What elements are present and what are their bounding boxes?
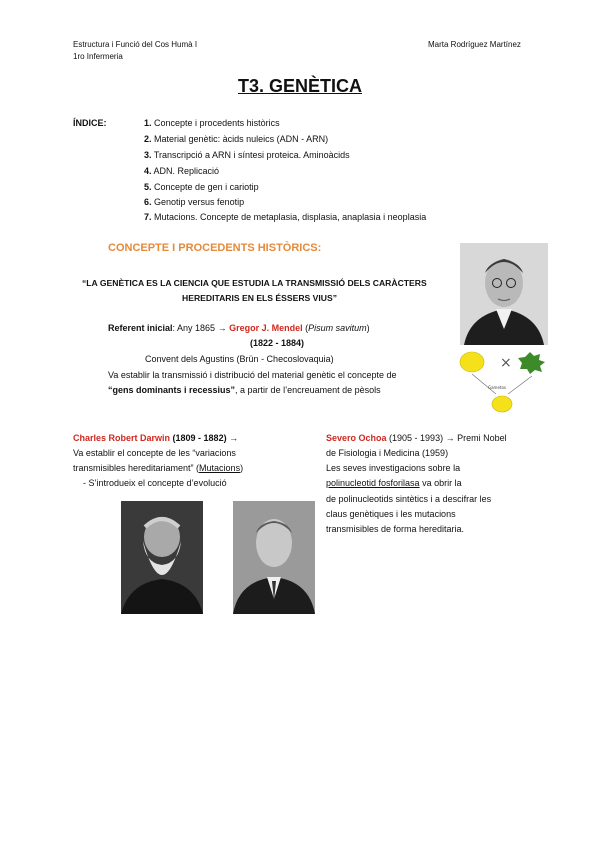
darwin-dates: (1809 - 1882) →: [170, 433, 239, 443]
mendel-name: Gregor J. Mendel: [229, 323, 303, 333]
index-label: ÍNDICE:: [73, 118, 107, 128]
ochoa-line1: de Fisiologia i Medicina (1959): [326, 448, 449, 458]
gametes-label: Gametos: [488, 385, 507, 390]
mendel-place: Convent dels Agustins (Brün - Checoslovaquia): [145, 354, 334, 364]
index-text: Concepte de gen i cariotip: [154, 182, 259, 192]
ochoa-line4: de polinucleotids sintètics i a descifrar les: [326, 494, 492, 504]
darwin-name: Charles Robert Darwin: [73, 433, 171, 443]
mendel-portrait-drawing: [460, 243, 548, 345]
mendel-desc-rest: , a partir de l’encreuament de pèsols: [235, 385, 381, 395]
ochoa-name: Severo Ochoa: [326, 433, 387, 443]
darwin-line2a: transmisibles hereditariament” (: [73, 463, 200, 473]
ochoa-portrait-drawing: [233, 501, 315, 614]
section-heading: CONCEPTE I PROCEDENTS HISTÒRICS:: [108, 242, 322, 254]
darwin-portrait: [121, 501, 203, 614]
definition-quote-line1: “LA GENÈTICA ES LA CIENCIA QUE ESTUDIA LA TRANSMISSIÓ DELS CARÀCTERS: [82, 278, 427, 288]
ochoa-line3b: va obrir la: [419, 478, 462, 488]
index-num: 1.: [144, 118, 152, 128]
index-item: [144, 197, 244, 207]
index-text: Concepte i procedents històrics: [154, 118, 280, 128]
ochoa-line3: [326, 478, 462, 488]
reference-year: : Any 1865 →: [172, 323, 230, 333]
author-name: Marta Rodríguez Martínez: [428, 40, 521, 49]
polinucleotid-term: polinucleotid fosforilasa: [326, 478, 420, 488]
index-item: [144, 150, 350, 160]
darwin-line2c: ): [240, 463, 244, 473]
darwin-line3: - S’introdueix el concepte d’evolució: [83, 478, 227, 488]
darwin-heading: [73, 433, 238, 443]
index-num: 7.: [144, 212, 152, 222]
definition-quote-line2: HEREDITARIS EN ELS ÉSSERS VIUS”: [182, 293, 338, 303]
index-item: [144, 134, 328, 144]
course-name: Estructura i Funció del Cos Humà I: [73, 40, 198, 49]
yellow-pea-icon: [460, 352, 484, 372]
mutacions-term: Mutacions: [199, 463, 241, 473]
index-num: 4.: [144, 166, 152, 176]
index-text: Material genètic: àcids nuleics (ADN - ARN): [154, 134, 329, 144]
index-item: [144, 212, 426, 222]
ochoa-heading: [326, 433, 507, 443]
darwin-line1: Va establir el concepte de les “variacions: [73, 448, 236, 458]
ochoa-portrait: [233, 501, 315, 614]
index-num: 5.: [144, 182, 152, 192]
course-group: 1ro Infermeria: [73, 52, 123, 61]
index-num: 6.: [144, 197, 152, 207]
index-item: [144, 118, 280, 128]
darwin-portrait-drawing: [121, 501, 203, 614]
index-item: [144, 182, 259, 192]
reference-label: Referent inicial: [108, 323, 173, 333]
ochoa-dates: (1905 - 1993) → Premi Nobel: [386, 433, 507, 443]
mendel-dates: (1822 - 1884): [250, 338, 305, 348]
mendel-desc-bold: “gens dominants i recessius”: [108, 385, 236, 395]
mendel-reference: Referent inicial: Any 1865 → Gregor J. Mendel (Pisum savitum): [108, 323, 370, 333]
pisum-species: Pisum savitum: [308, 323, 367, 333]
offspring-pea-icon: [492, 396, 512, 412]
index-text: ADN. Replicació: [153, 166, 220, 176]
ochoa-line6: transmisibles de forma hereditaria.: [326, 524, 465, 534]
page-title: T3. GENÈTICA: [237, 76, 362, 96]
index-text: Transcripció a ARN i síntesi proteica. Aminoàcids: [153, 150, 350, 160]
index-num: 3.: [144, 150, 152, 160]
darwin-line2: [73, 463, 243, 473]
mendel-desc-line2: [108, 385, 381, 395]
index-text: Mutacions. Concepte de metaplasia, displasia, anaplasia i neoplasia: [154, 212, 427, 222]
index-text: Genotip versus fenotip: [154, 197, 245, 207]
pea-cross-diagram: [458, 348, 554, 416]
mendel-desc-line1: Va establir la transmissió i distribució del material genètic el concepte de: [108, 370, 397, 380]
ochoa-line5: claus genètiques i les mutacions: [326, 509, 456, 519]
index-item: [144, 166, 219, 176]
mendel-portrait: [460, 243, 548, 345]
green-pea-icon: [518, 352, 545, 374]
ochoa-line2: Les seves investigacions sobre la: [326, 463, 461, 473]
cross-symbol: ×: [500, 355, 512, 371]
index-num: 2.: [144, 134, 152, 144]
